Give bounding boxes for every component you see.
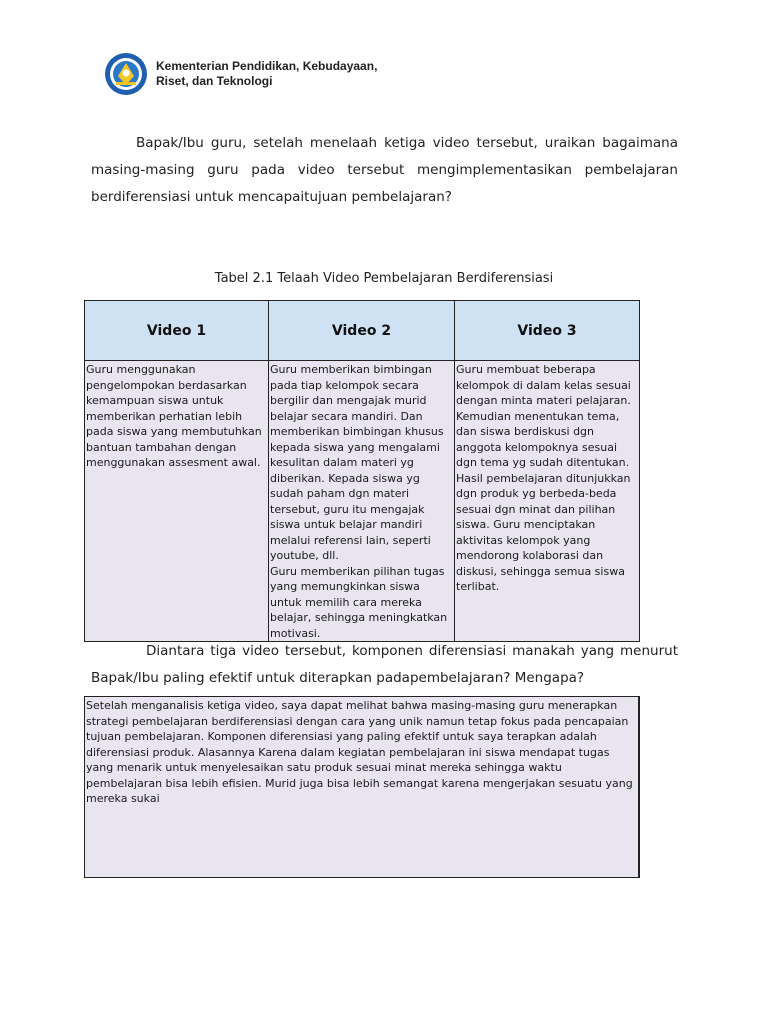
ministry-logo-icon [104, 52, 148, 96]
header-video-2: Video 2 [269, 301, 455, 361]
cell-video-1[interactable]: Guru menggunakan pengelompokan berdasarkan kemampuan siswa untuk memberikan perhatian lebih pada siswa yang membutuhkan bantuan tambahan dengan menggunakan assesment awal. [85, 361, 269, 642]
instruction-paragraph-2: Diantara tiga video tersebut, komponen diferensiasi manakah yang menurut Bapak/Ibu paling efektif untuk diterapkan padapembelajaran? Mengapa? [91, 643, 678, 686]
instruction-paragraph-1: Bapak/Ibu guru, setelah menelaah ketiga video tersebut, uraikan bagaimana masing-masing guru pada video tersebut mengimplementasikan pembelajaran berdiferensiasi untuk mencapaitujuan pembelajaran? [91, 135, 678, 205]
header-video-1: Video 1 [85, 301, 269, 361]
ministry-name-line2: Riset, dan Teknologi [156, 74, 273, 88]
cell-video-2[interactable]: Guru memberikan bimbingan pada tiap kelompok secara bergilir dan mengajak murid belajar secara mandiri. Dan memberikan bimbingan khusus kepada siswa yang mengalami kesulitan dalam materi yg diberikan. Kepada siswa yg sudah paham dgn materi tersebut, guru itu mengajak siswa untuk belajar mandiri melalui referensi lain, seperti youtube, dll. Guru memberikan pilihan tugas yang memungkinkan siswa untuk memilih cara mereka belajar, sehingga meningkatkan motivasi. [269, 361, 455, 642]
table-row [85, 361, 640, 642]
table-header-row [85, 301, 640, 361]
ministry-name-line1: Kementerian Pendidikan, Kebudayaan, [156, 59, 378, 73]
document-header [104, 52, 377, 96]
table-caption: Tabel 2.1 Telaah Video Pembelajaran Berdiferensiasi [214, 271, 554, 286]
cell-video-3[interactable]: Guru membuat beberapa kelompok di dalam kelas sesuai dengan minta materi pelajaran. Kemudian menentukan tema, dan siswa berdiskusi dgn anggota kelompoknya sesuai dgn tema yg sudah ditentukan. Hasil pembelajaran ditunjukkan dgn produk yg berbeda-beda sesuai dgn minat dan pilihan siswa. Guru menciptakan aktivitas kelompok yang mendorong kolaborasi dan diskusi, sehingga semua siswa terlibat. [455, 361, 640, 642]
answer-box[interactable]: Setelah menganalisis ketiga video, saya dapat melihat bahwa masing-masing guru menerapkan strategi pembelajaran berdiferensiasi dengan cara yang unik namun tetap fokus pada pencapaian tujuan pembelajaran. Komponen diferensiasi yang paling efektif untuk saya terapkan adalah diferensiasi produk. Alasannya Karena dalam kegiatan pembelajaran ini siswa mendapat tugas yang menarik untuk menyelesaikan satu produk sesuai minat mereka sehingga waktu pembelajaran bisa lebih efisien. Murid juga bisa lebih semangat karena mengerjakan sesuatu yang mereka sukai [84, 696, 640, 878]
ministry-name [156, 59, 377, 89]
video-review-table [84, 300, 640, 642]
header-video-3: Video 3 [455, 301, 640, 361]
